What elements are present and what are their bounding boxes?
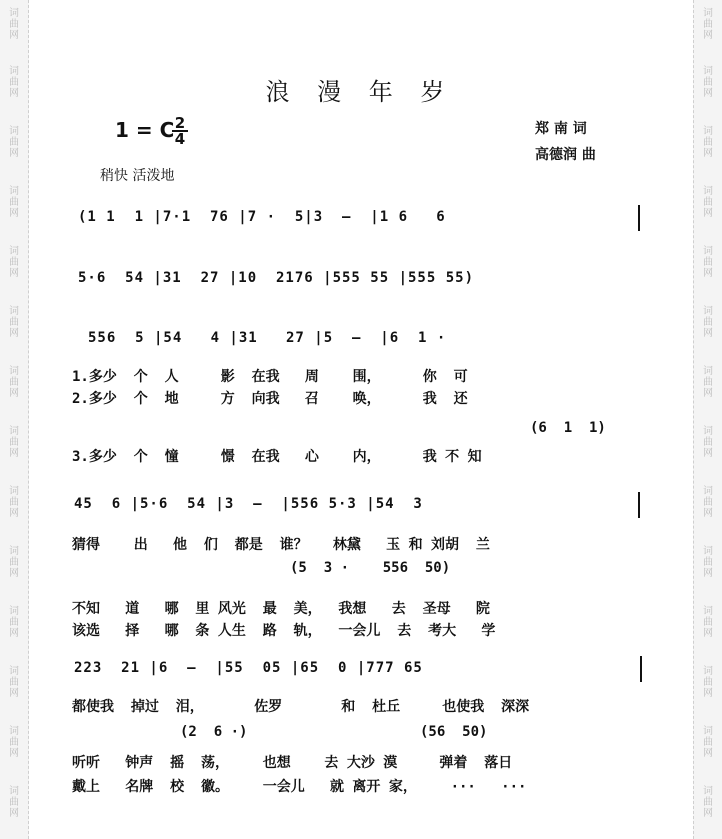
- alternate-notation: (2 6 ·): [180, 724, 248, 740]
- watermark-text: 词 曲 网: [703, 306, 713, 339]
- bar-line: [638, 492, 640, 518]
- lyric-line: 不知 道 哪 里 风光 最 美， 我想 去 圣母 院: [72, 601, 490, 617]
- watermark-text: 词 曲 网: [9, 186, 19, 219]
- time-signature-bottom: 4: [174, 130, 186, 148]
- watermark-text: 词 曲 网: [9, 8, 19, 41]
- watermark-text: 词 曲 网: [703, 786, 713, 819]
- key-signature: 1 = C: [115, 118, 175, 142]
- time-signature: [172, 116, 188, 146]
- time-signature-top: 2: [172, 116, 188, 132]
- notation-text: 5·6 54 |31 27 |10 2176 |555 55 |555 55): [78, 270, 475, 286]
- alternate-notation: (56 50): [420, 724, 488, 740]
- watermark-text: 词 曲 网: [9, 126, 19, 159]
- watermark-text: 词 曲 网: [9, 606, 19, 639]
- watermark-text: 词 曲 网: [9, 366, 19, 399]
- lyric-line: 听听 钟声 摇 荡， 也想 去 大沙 漠 弹着 落日: [72, 755, 513, 771]
- watermark-text: 词 曲 网: [703, 606, 713, 639]
- watermark-text: 词 曲 网: [703, 66, 713, 99]
- watermark-text: 词 曲 网: [9, 66, 19, 99]
- watermark-text: 词 曲 网: [9, 546, 19, 579]
- notation-text: 223 21 |6 — |55 05 |65 0 |777 65: [74, 660, 423, 676]
- watermark-text: 词 曲 网: [703, 546, 713, 579]
- lyric-line: 该选 择 哪 条 人生 路 轨， 一会儿 去 考大 学: [72, 623, 496, 639]
- lyric-line: 3.多少 个 憧 憬 在我 心 内， 我 不 知: [72, 449, 482, 465]
- watermark-text: 词 曲 网: [703, 486, 713, 519]
- watermark-text: 词 曲 网: [703, 126, 713, 159]
- alternate-notation: (5 3 · 556 50): [290, 560, 451, 576]
- right-watermark-strip: [693, 0, 722, 839]
- tempo-marking: 稍快 活泼地: [100, 168, 175, 184]
- bar-line: [640, 656, 642, 682]
- watermark-text: 词 曲 网: [703, 246, 713, 279]
- watermark-text: 词 曲 网: [9, 786, 19, 819]
- notation-text: (1 1 1 |7·1 76 |7 · 5|3 — |1 6 6: [78, 209, 446, 225]
- composer-credit: 高德润 曲: [535, 147, 596, 163]
- watermark-text: 词 曲 网: [703, 366, 713, 399]
- lyric-line: 都使我 掉过 泪， 佐罗 和 杜丘 也使我 深深: [72, 699, 530, 715]
- watermark-text: 词 曲 网: [9, 726, 19, 759]
- watermark-text: 词 曲 网: [9, 666, 19, 699]
- lyric-line: 2.多少 个 地 方 向我 召 唤， 我 还: [72, 391, 468, 407]
- watermark-text: 词 曲 网: [9, 246, 19, 279]
- lyric-line: 戴上 名牌 校 徽。 一会儿 就 离开 家， ··· ···: [72, 779, 527, 795]
- watermark-text: 词 曲 网: [9, 426, 19, 459]
- watermark-text: 词 曲 网: [9, 486, 19, 519]
- lyricist-credit: 郑 南 词: [535, 121, 587, 137]
- bar-line: [638, 205, 640, 231]
- lyric-line: 1.多少 个 人 影 在我 周 围， 你 可: [72, 369, 468, 385]
- alternate-notation: (6 1 1): [530, 420, 606, 436]
- left-watermark-strip: [0, 0, 29, 839]
- watermark-text: 词 曲 网: [703, 666, 713, 699]
- lyric-line: 猜得 出 他 们 都是 谁？ 林黛 玉 和 刘胡 兰: [72, 537, 490, 553]
- watermark-text: 词 曲 网: [703, 726, 713, 759]
- watermark-text: 词 曲 网: [703, 186, 713, 219]
- notation-text: 45 6 |5·6 54 |3 — |556 5·3 |54 3: [74, 496, 423, 512]
- watermark-text: 词 曲 网: [703, 426, 713, 459]
- watermark-text: 词 曲 网: [9, 306, 19, 339]
- notation-text: 556 5 |54 4 |31 27 |5 — |6 1 ·: [88, 330, 447, 346]
- watermark-text: 词 曲 网: [703, 8, 713, 41]
- song-title: 浪 漫 年 岁: [265, 78, 455, 106]
